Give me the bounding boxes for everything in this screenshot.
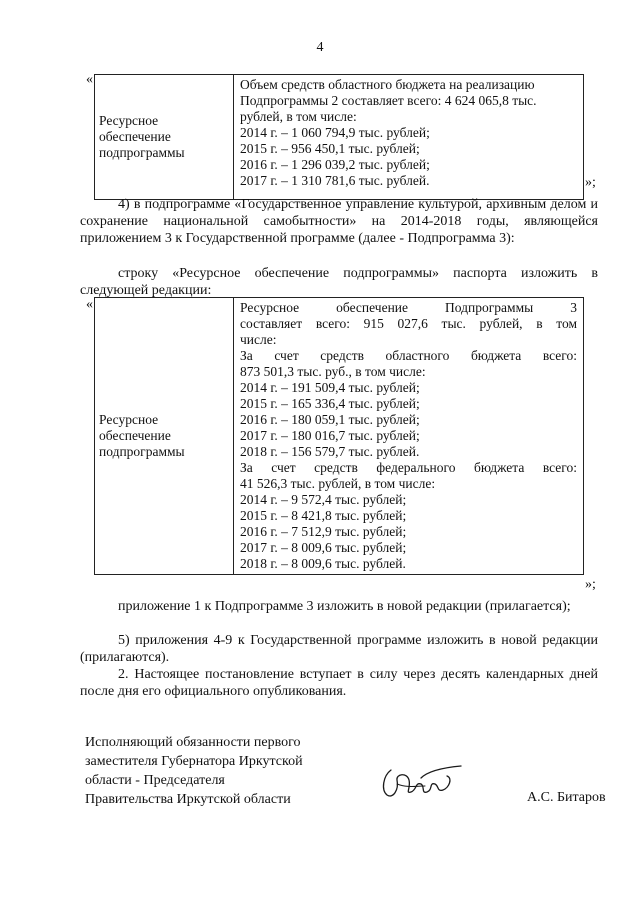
- resource-label-1: [95, 75, 234, 200]
- signer-title-line: заместителя Губернатора Иркутской: [85, 754, 303, 769]
- signer-name: А.С. Битаров: [527, 790, 606, 805]
- paragraph-4: 4) в подпрограмме «Государственное управление культурой, архивным делом и сохранение национальной самобытности» на 2014-2018 годы, являющейся приложением 3 к Государственной программе (далее - Подпрограмма 3):: [80, 197, 598, 246]
- content-line: 41 526,3 тыс. рублей, в том числе:: [240, 476, 436, 491]
- paragraph-appendix: приложение 1 к Подпрограмме 3 изложить в новой редакции (прилагается);: [118, 599, 571, 614]
- paragraph-5: 5) приложения 4-9 к Государственной программе изложить в новой редакции (прилагаются).: [80, 633, 598, 665]
- content-line: 2018 г. – 8 009,6 тыс. рублей.: [240, 556, 406, 571]
- content-line: составляет всего: 915 027,6 тыс. рублей, в том: [240, 316, 577, 331]
- content-line: 2016 г. – 1 296 039,2 тыс. рублей;: [240, 157, 430, 172]
- content-line: 2015 г. – 165 336,4 тыс. рублей;: [240, 396, 420, 411]
- resource-content-2: [234, 298, 584, 575]
- label-line: Ресурсное: [99, 412, 159, 427]
- open-quote-1: «: [86, 72, 93, 87]
- label-line: подпрограммы: [99, 444, 185, 459]
- close-quote-2: »;: [585, 577, 596, 592]
- content-line: 873 501,3 тыс. руб., в том числе:: [240, 364, 426, 379]
- close-quote-1: »;: [585, 175, 596, 190]
- label-line: обеспечение: [99, 428, 171, 443]
- content-line: 2018 г. – 156 579,7 тыс. рублей.: [240, 444, 420, 459]
- resource-content-1: [234, 75, 584, 200]
- content-line: 2017 г. – 180 016,7 тыс. рублей;: [240, 428, 420, 443]
- content-line: Объем средств областного бюджета на реализацию: [240, 77, 535, 92]
- content-line: 2014 г. – 9 572,4 тыс. рублей;: [240, 492, 407, 507]
- content-line: 2014 г. – 191 509,4 тыс. рублей;: [240, 380, 420, 395]
- content-line: числе:: [240, 332, 277, 347]
- content-line: Ресурсное обеспечение Подпрограммы 3: [240, 300, 577, 315]
- open-quote-2: «: [86, 297, 93, 312]
- label-line: Ресурсное: [99, 113, 159, 128]
- content-line: 2017 г. – 1 310 781,6 тыс. рублей.: [240, 173, 430, 188]
- content-line: 2014 г. – 1 060 794,9 тыс. рублей;: [240, 125, 430, 140]
- resource-table-2: [94, 297, 584, 575]
- label-line: обеспечение: [99, 129, 171, 144]
- signer-title-line: Правительства Иркутской области: [85, 792, 291, 807]
- resource-label-2: [95, 298, 234, 575]
- content-line: За счет средств федерального бюджета всего:: [240, 460, 577, 475]
- content-line: 2015 г. – 956 450,1 тыс. рублей;: [240, 141, 420, 156]
- page-number: 4: [316, 40, 324, 55]
- content-line: рублей, в том числе:: [240, 109, 357, 124]
- content-line: Подпрограммы 2 составляет всего: 4 624 065,8 тыс.: [240, 93, 537, 108]
- signer-title-line: Исполняющий обязанности первого: [85, 735, 301, 750]
- content-line: За счет средств областного бюджета всего:: [240, 348, 577, 363]
- content-line: 2017 г. – 8 009,6 тыс. рублей;: [240, 540, 407, 555]
- content-line: 2016 г. – 7 512,9 тыс. рублей;: [240, 524, 407, 539]
- resource-table-1: [94, 74, 584, 200]
- handwritten-signature: [377, 762, 477, 802]
- content-line: 2015 г. – 8 421,8 тыс. рублей;: [240, 508, 407, 523]
- label-line: подпрограммы: [99, 145, 185, 160]
- paragraph-2: 2. Настоящее постановление вступает в силу через десять календарных дней после дня его официального опубликования.: [80, 667, 598, 699]
- paragraph-row-instruction: строку «Ресурсное обеспечение подпрограммы» паспорта изложить в следующей редакции:: [80, 266, 598, 298]
- content-line: 2016 г. – 180 059,1 тыс. рублей;: [240, 412, 420, 427]
- signer-title-line: области - Председателя: [85, 773, 225, 788]
- signer-title: [85, 733, 303, 809]
